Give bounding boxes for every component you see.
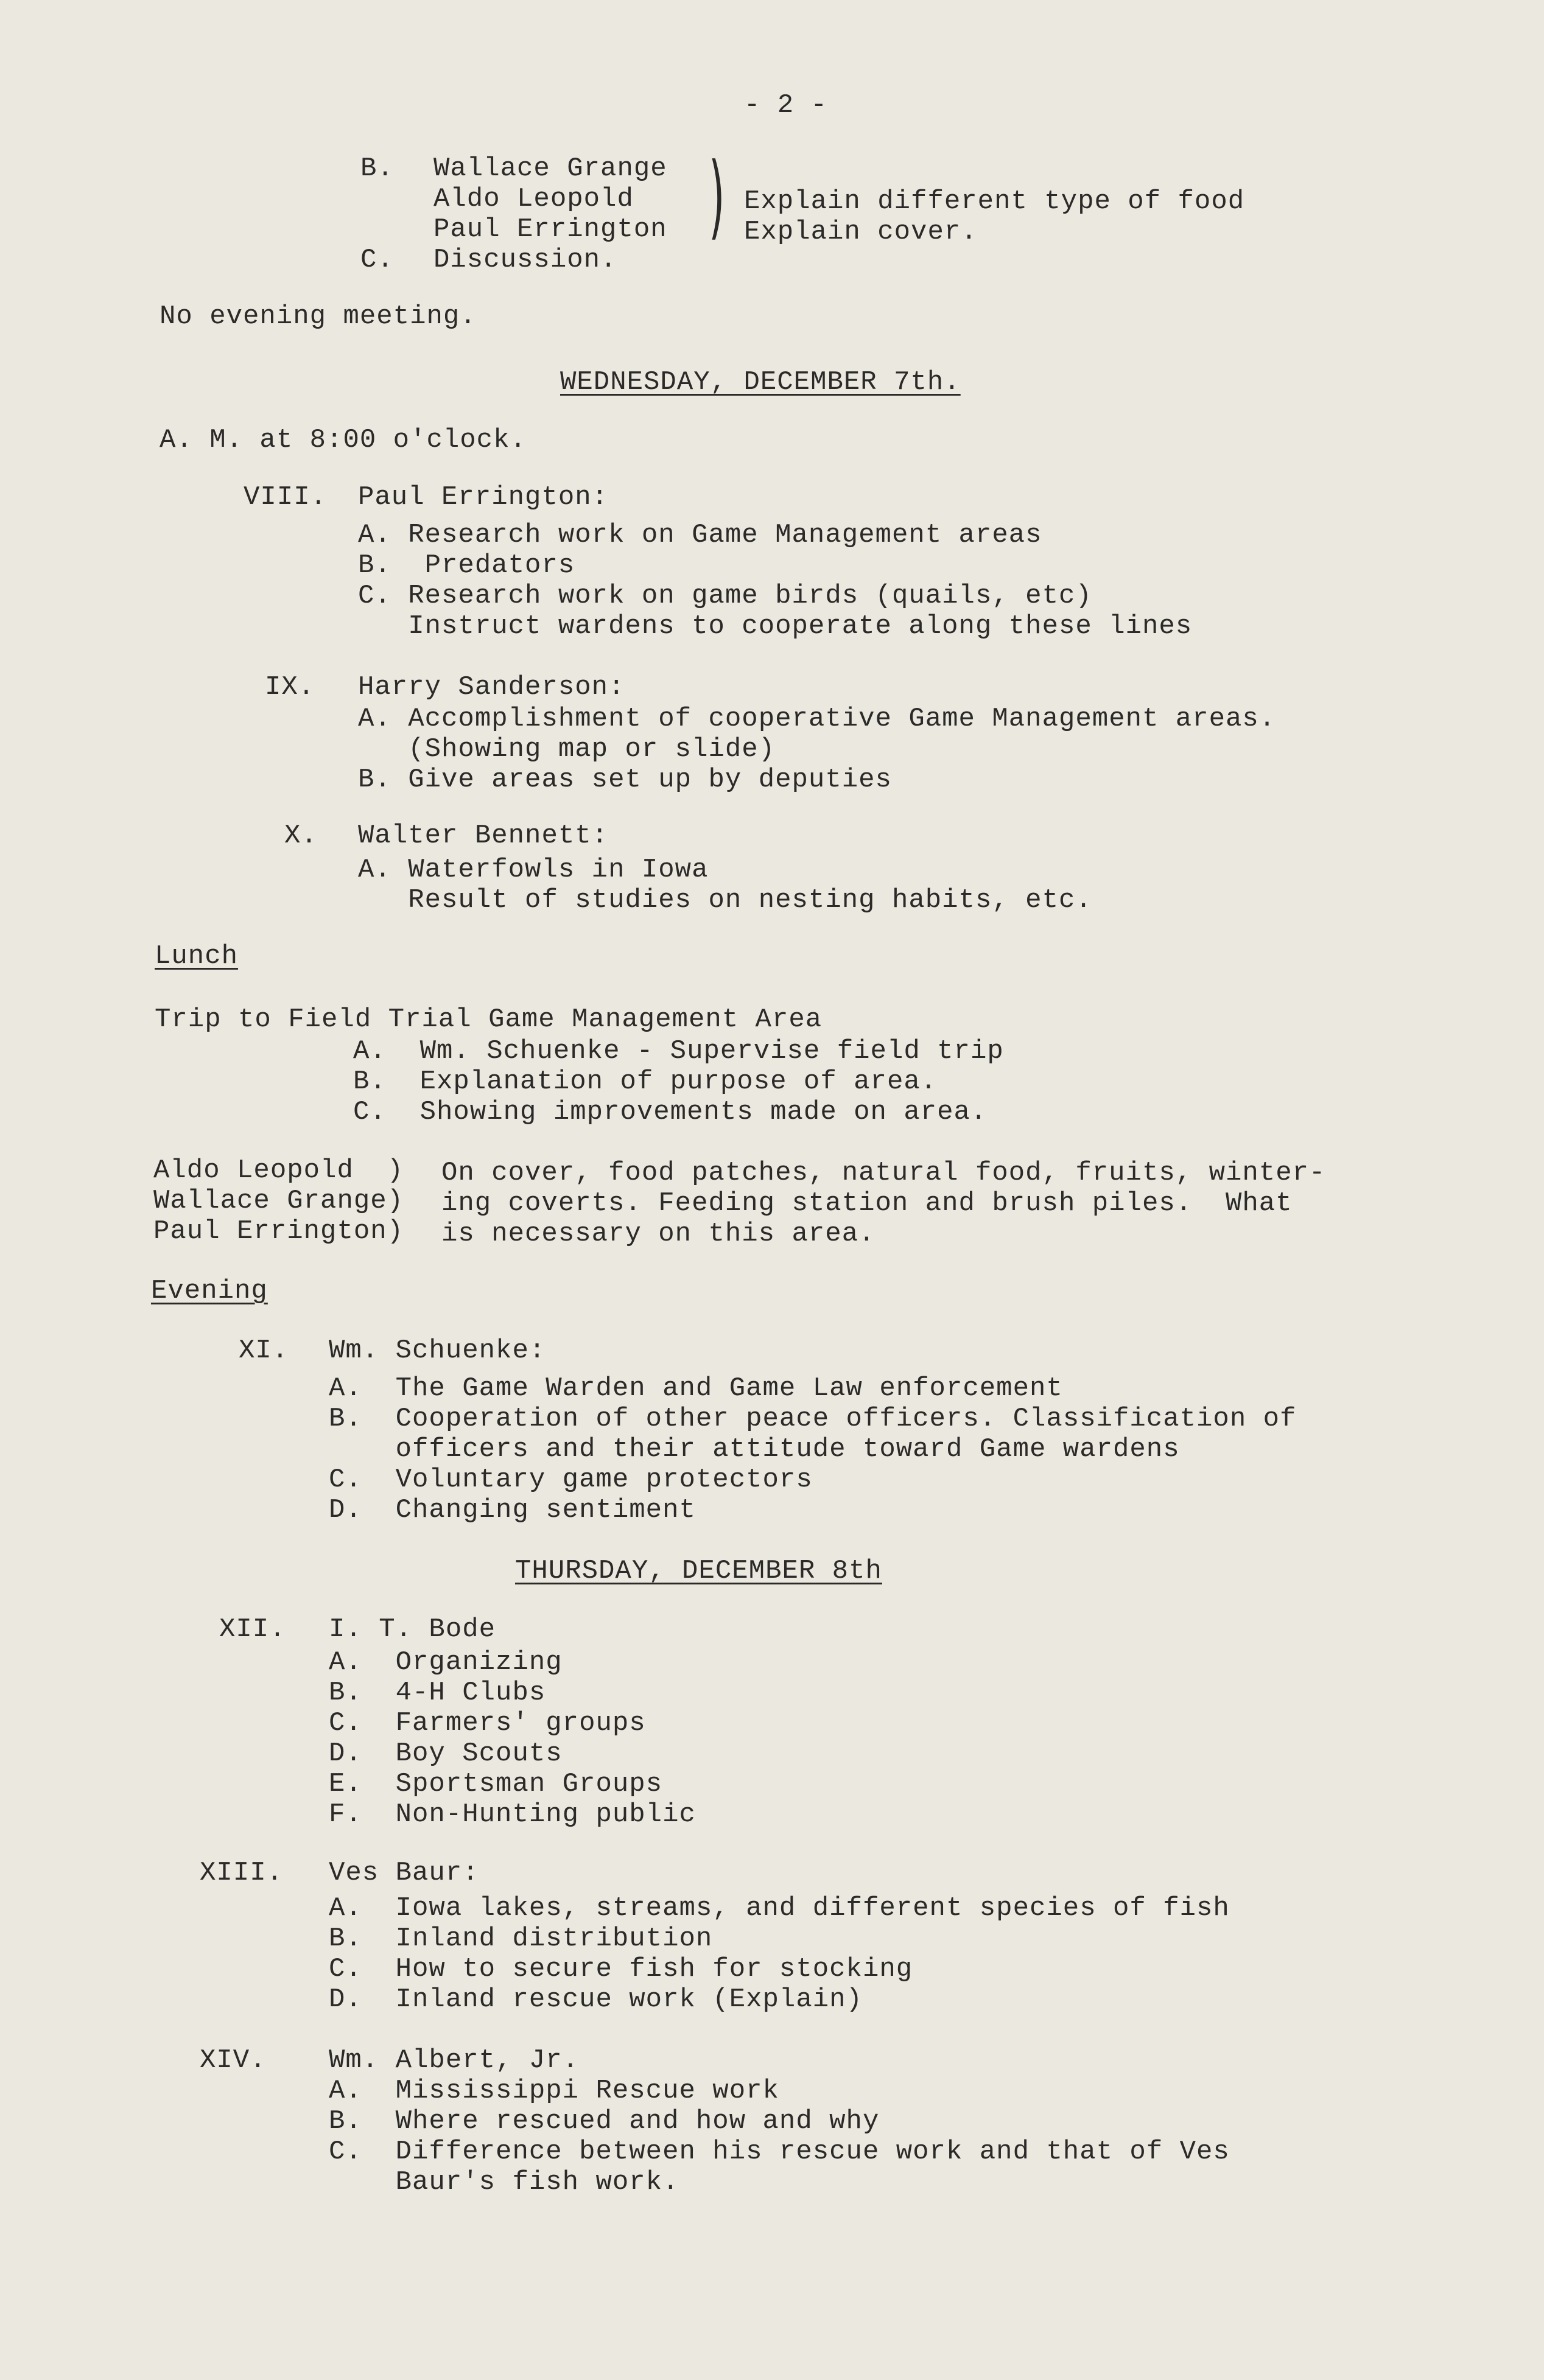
list-item: C. How to secure fish for stocking [329,1954,913,1984]
section-speaker: Paul Errington: [358,482,609,513]
speaker-line: Paul Errington [433,214,667,245]
list-item: E. Sportsman Groups [329,1769,663,1799]
cover-text-line: is necessary on this area. [441,1219,876,1249]
item-c-letter: C. [360,245,394,275]
list-item: D. Inland rescue work (Explain) [329,1984,863,2015]
section-number: XII. [219,1614,286,1645]
list-item: C. Showing improvements made on area. [353,1097,988,1127]
list-item: (Showing map or slide) [358,734,776,765]
evening-heading: Evening [151,1276,268,1306]
list-item: A. Research work on Game Management areas [358,520,1042,550]
speaker-line: Wallace Grange [433,153,667,184]
list-item: C. Farmers' groups [329,1708,646,1738]
list-item: B. 4-H Clubs [329,1678,546,1708]
no-evening-note: No evening meeting. [160,301,477,332]
section-number: IX. [265,672,315,702]
speaker-line: Aldo Leopold [433,184,634,214]
section-speaker: Wm. Albert, Jr. [329,2045,580,2076]
list-item: A. Wm. Schuenke - Supervise field trip [353,1036,1004,1066]
section-number: X. [284,821,318,851]
speaker-line: Wallace Grange) [153,1186,404,1216]
trip-heading: Trip to Field Trial Game Management Area [155,1004,823,1035]
section-speaker: Ves Baur: [329,1858,479,1888]
list-item: A. Waterfowls in Iowa [358,855,709,885]
item-b-letter: B. [360,153,394,184]
list-item: F. Non-Hunting public [329,1799,696,1830]
list-item: D. Changing sentiment [329,1495,696,1525]
list-item: C. Voluntary game protectors [329,1465,813,1495]
item-c-text: Discussion. [433,245,617,275]
list-item: B. Explanation of purpose of area. [353,1066,938,1097]
section-number: XIII. [200,1858,284,1888]
section-speaker: Walter Bennett: [358,821,609,851]
list-item: D. Boy Scouts [329,1738,563,1769]
page-number: - 2 - [744,90,828,121]
list-item: B. Where rescued and how and why [329,2106,880,2137]
list-item: Instruct wardens to cooperate along these lines [358,611,1193,642]
section-number: VIII. [244,482,328,513]
bracket-mark: ) [709,144,725,250]
speaker-line: Paul Errington) [153,1216,404,1247]
list-item: A. Organizing [329,1647,563,1678]
section-speaker: Harry Sanderson: [358,672,625,702]
wednesday-heading: WEDNESDAY, DECEMBER 7th. [560,367,961,397]
list-item: Baur's fish work. [329,2167,679,2197]
list-item: C. Difference between his rescue work and that of Ves [329,2137,1230,2167]
lunch-heading: Lunch [155,941,239,971]
section-speaker: Wm. Schuenke: [329,1335,546,1366]
list-item: B. Cooperation of other peace officers. Classification of [329,1404,1297,1434]
section-number: XI. [239,1335,289,1366]
section-number: XIV. [200,2045,267,2076]
list-item: A. Iowa lakes, streams, and different species of fish [329,1893,1230,1923]
list-item: C. Research work on game birds (quails, etc) [358,581,1092,611]
list-item: officers and their attitude toward Game wardens [329,1434,1180,1465]
list-item: A. Mississippi Rescue work [329,2076,779,2106]
list-item: Result of studies on nesting habits, etc. [358,885,1092,915]
list-item: B. Predators [358,550,575,581]
list-item: A. Accomplishment of cooperative Game Management areas. [358,704,1276,734]
list-item: B. Inland distribution [329,1923,713,1954]
list-item: B. Give areas set up by deputies [358,765,892,795]
cover-text-line: ing coverts. Feeding station and brush piles. What [441,1188,1293,1219]
note-line: Explain cover. [744,217,978,247]
thursday-heading: THURSDAY, DECEMBER 8th [515,1556,882,1586]
wednesday-time: A. M. at 8:00 o'clock. [160,425,527,455]
list-item: A. The Game Warden and Game Law enforcement [329,1373,1063,1404]
speaker-line: Aldo Leopold ) [153,1155,404,1186]
section-speaker: I. T. Bode [329,1614,496,1645]
cover-text-line: On cover, food patches, natural food, fruits, winter- [441,1158,1326,1188]
note-line: Explain different type of food [744,186,1245,217]
